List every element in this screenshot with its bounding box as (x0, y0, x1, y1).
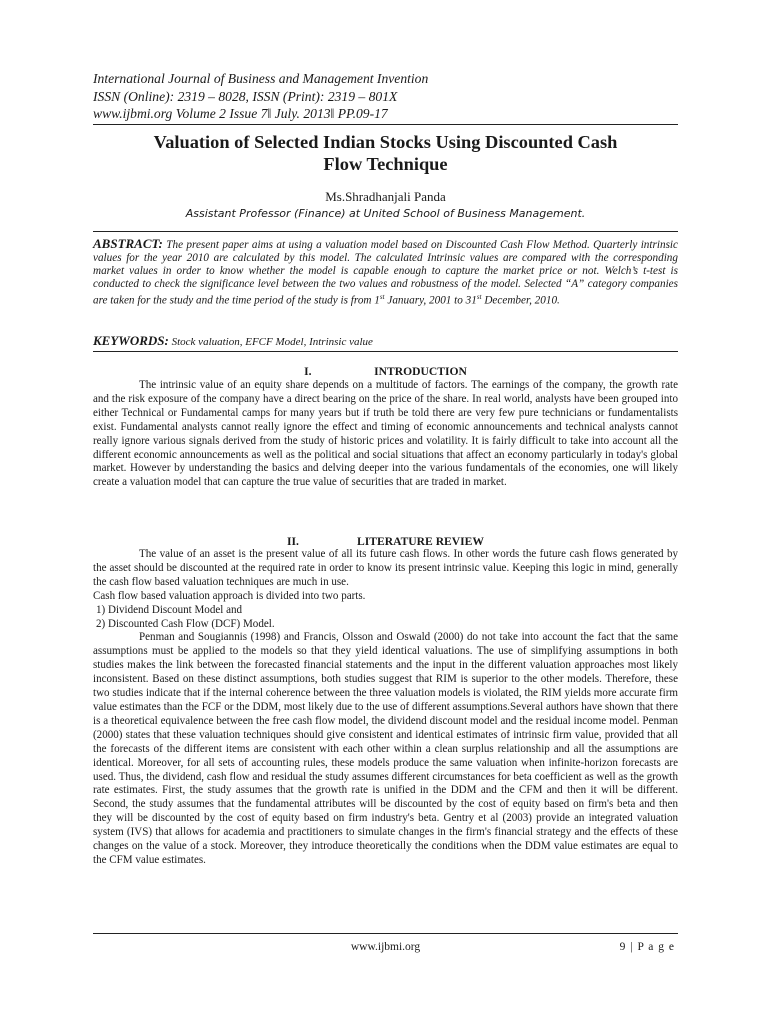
journal-name: International Journal of Business and Management Invention (93, 71, 429, 86)
paragraph: Penman and Sougiannis (1998) and Francis, Olsson and Oswald (2000) do not take into account the fact that the same assumptions must be applied to the models so that they yield identical valuations. The use of simplifying assumptions in both studies makes the link between the forecasted financial statements and the input in the different valuation approaches most likely inconsistent. Based on these distinct assumptions, both studies suggest that RIM is superior to the other models. Therefore, these two studies indicate that if the internal coherence between the three valuation models is violated, the RIM yields more accurate firm value estimates than the FCF or the DDM, most likely due to the use of different assumptions.Several authors have shown that there is a theoretical equivalence between the free cash flow model, the dividend discount model and the residual income model. Penman (2000) states that these valuation techniques should give consistent and identical estimates of intrinsic firm value, provided that all the forecasts of the different items are consistent with each other within a clean surplus relationship and all the assumptions are identical. Moreover, for all sets of accounting rules, these models produce the same valuation when infinite-horizon forecasts are used. Thus, the dividend, cash flow and residual the study assumes different circumstances for beta coefficient as well as the growth rate estimates. First, the study assumes that the growth rate is unified in the DDM and the CFM and then it will be different. Second, the study assumes that the fundamental attributes will be discounted by the cost of equity based on firm's beta and then they will be discounted by the cost of equity based on firm industry's beta. Gentry et al (2003) provide an integrated valuation system (IVS) that allows for academia and practitioners to simulate changes in the firm's financial strategy and the effects of these changes on the value of a stock. Moreover, they introduce theoretically the conditions when the DDM value estimates are equal to the CFM value estimates. (93, 631, 678, 866)
paragraph: Cash flow based valuation approach is divided into two parts. (93, 589, 366, 602)
abstract-text: The present paper aims at using a valuation model based on Discounted Cash Flow Method. Quarterly intrinsic values for the year 2010 are calculated by this model. The calculated Intrinsic values are compared with the corresponding market values in order to know whether the model is capable enough to capture the market price or not. Welch’s t-test is conducted to check the significance level between the two values and robustness of the model. Selected “A” category companies are taken for the study and the time period of the study is from 1 (93, 239, 678, 307)
abstract-label: ABSTRACT: (93, 236, 163, 251)
abstract-text-2: January, 2001 to 31 (384, 294, 477, 307)
footer-rule (93, 933, 678, 934)
section-title: INTRODUCTION (374, 365, 467, 378)
list-item: 2) Discounted Cash Flow (DCF) Model. (96, 617, 275, 630)
keywords-rule (93, 351, 678, 352)
abstract-sup-2: st (476, 292, 482, 301)
abstract-sup-1: st (379, 292, 385, 301)
section-number: I. (304, 365, 312, 378)
keywords-label: KEYWORDS: (93, 333, 169, 348)
paragraph: The value of an asset is the present value of all its future cash flows. In other words the future cash flows generated by the asset should be discounted at the required rate in order to know its present intrinsic value. Keeping this logic in mind, generally the cash flow based valuation techniques are much in use. (93, 548, 678, 588)
paper-title (93, 131, 678, 175)
footer-url: www.ijbmi.org (350, 941, 421, 953)
abstract-text-3: December, 2010. (481, 294, 560, 307)
author-affiliation: Assistant Professor (Finance) at United School of Business Management. (185, 207, 586, 220)
keywords (93, 333, 678, 349)
paper-title-line1: Valuation of Selected Indian Stocks Using Discounted Cash (153, 132, 618, 152)
abstract-top-rule (93, 231, 678, 232)
list-item: 1) Dividend Discount Model and (96, 603, 243, 616)
journal-volume: www.ijbmi.org Volume 2 Issue 7ǁ July. 2013ǁ PP.09-17 (93, 106, 388, 121)
section-title: LITERATURE REVIEW (356, 535, 485, 548)
paragraph: The intrinsic value of an equity share depends on a multitude of factors. The earnings of the company, the growth rate and the risk exposure of the company have a direct bearing on the price of the share. In real world, analysts have been grouped into either Technical or Fundamental camps for many years but if truth be told there are very few pure technicians or fundamentalists exist. Fundamental analysts cannot really ignore the effect and timing of economic announcements and technical analysts cannot really ignore various signals derived from the study of historic prices and volatility. It is fairly difficult to take into account all the different economic announcements as well as the political and social situations that affect an economy particularly in today's global market. However by understanding the basics and delving deeper into the various fundamentals of the economies, one will likely create a valuation model that can capture the true value of securities that are traded in market. (93, 379, 678, 489)
paper-title-line2: Flow Technique (323, 154, 448, 174)
journal-header (93, 70, 678, 123)
section-heading-introduction (93, 365, 678, 378)
section-number: II. (286, 535, 299, 548)
author-name: Ms.Shradhanjali Panda (325, 189, 446, 204)
introduction-body (93, 379, 678, 490)
page-number: 9 | P a g e (619, 941, 675, 953)
journal-issn: ISSN (Online): 2319 – 8028, ISSN (Print): 2319 – 801X (93, 88, 398, 104)
section-heading-literature-review (93, 535, 678, 548)
header-rule (93, 124, 678, 125)
literature-review-body (93, 548, 678, 868)
abstract (93, 238, 678, 307)
keywords-text: Stock valuation, EFCF Model, Intrinsic value (171, 336, 373, 348)
